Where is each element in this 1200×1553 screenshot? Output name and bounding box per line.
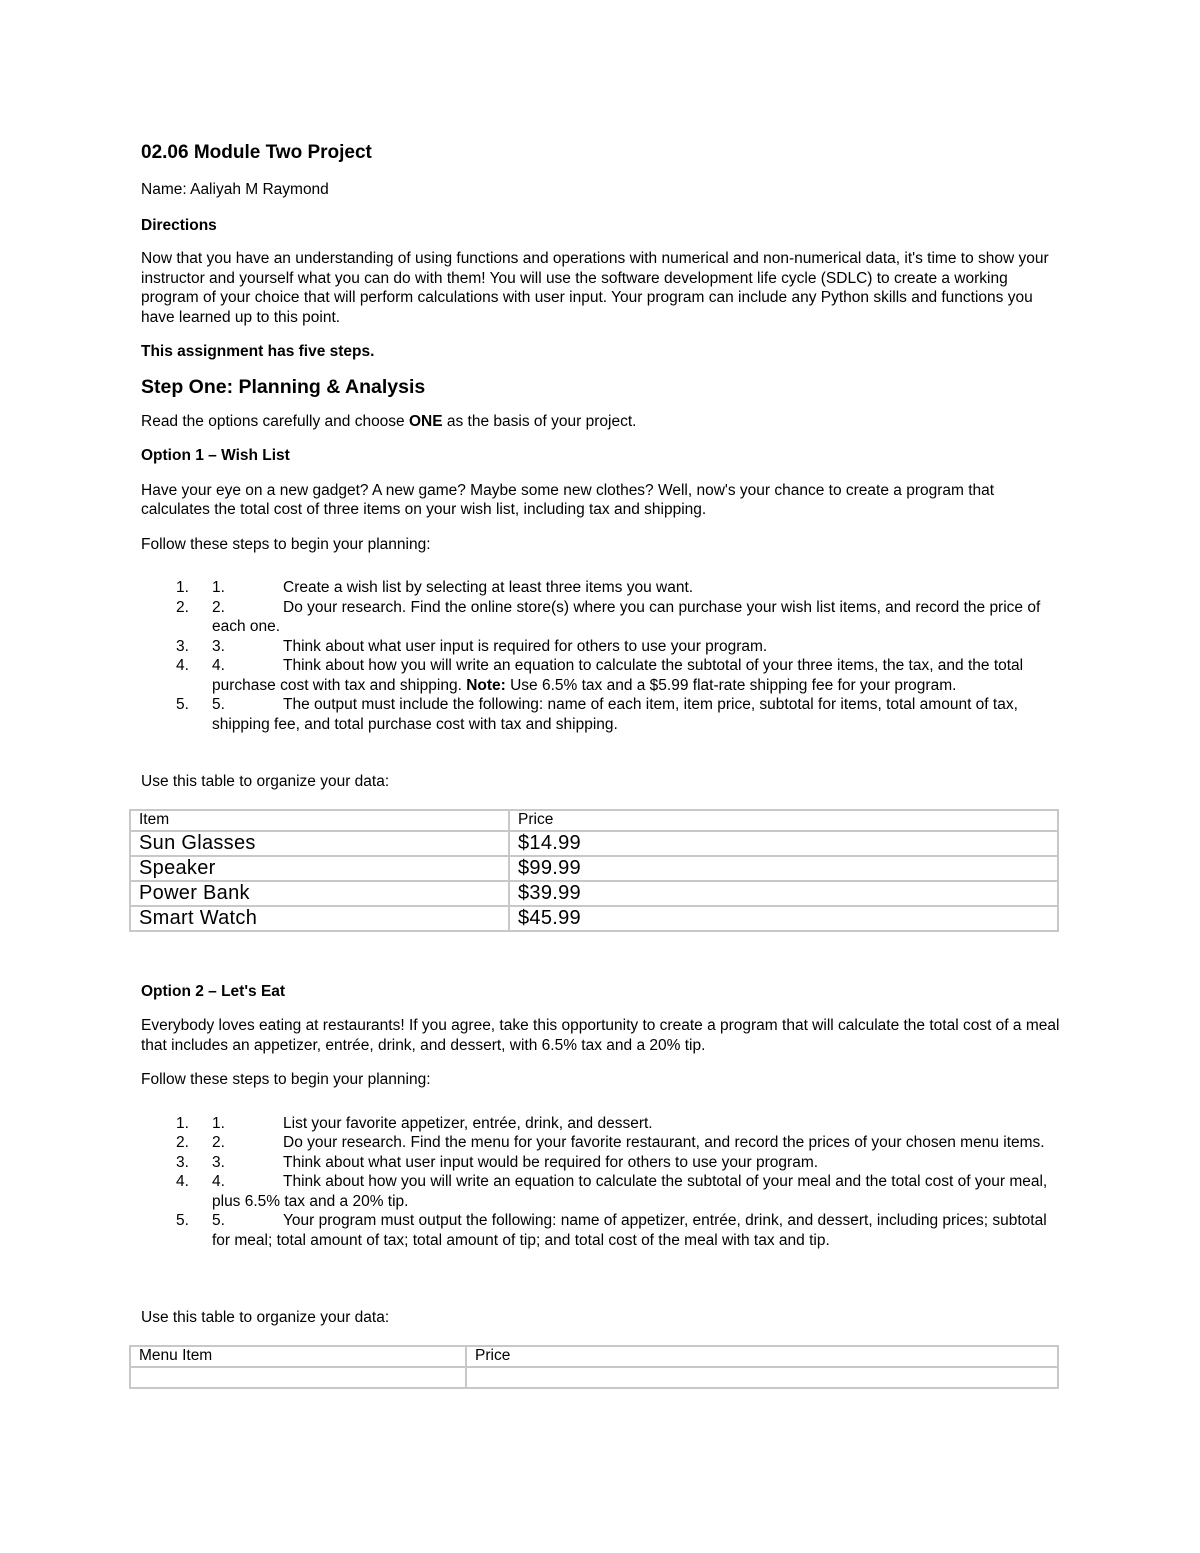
list-number: 1. [176,579,189,596]
list-item [141,1153,1061,1173]
table-header-row [130,1346,1058,1367]
list-number: 1. [176,1114,189,1132]
table-cell-price[interactable]: $45.99 [509,906,1058,931]
choose-instruction [141,412,1061,432]
student-name-line: Name: Aaliyah M Raymond [141,181,329,198]
list-sub-number: 2. [212,598,225,616]
list-item [141,695,1061,734]
table-cell-price[interactable] [466,1367,1058,1388]
table-row [130,856,1058,881]
directions-body: Now that you have an understanding of using functions and operations with numerical and non-numerical data, it's time to show your instructor and yourself what you can do with them! You will use the software development life cycle (SDLC) to create a working program of your choice that will perform calculations with user input. Your program can include any Python skills and functions you have learned up to this point. [141,250,1049,326]
list-item [141,1114,1061,1134]
list-number: 3. [176,1153,189,1171]
list-item-text: Think about what user input would be required for others to use your program. [283,1153,819,1171]
list-item-text: The output must include the following: name of each item, item price, subtotal for items, total amount of tax, shipping fee, and total purchase cost with tax and shipping. [212,696,1018,733]
list-sub-number: 5. [212,696,225,713]
list-number: 4. [176,1173,189,1190]
choose-bold: ONE [408,412,443,430]
list-sub-number: 1. [212,579,225,596]
document-title: 02.06 Module Two Project [141,142,372,163]
table-row [130,881,1058,906]
option2-body: Everybody loves eating at restaurants! If you agree, take this opportunity to create a program that will calculate the total cost of a meal that includes an appetizer, entrée, drink, and dessert, with 6.5% tax and a 20% tip. [141,1017,1060,1054]
table-header-cell: Price [509,810,1058,831]
table-row [130,1367,1058,1388]
option1-follow-steps: Follow these steps to begin your planning: [141,535,431,553]
list-sub-number: 2. [212,1134,225,1151]
table-cell-price[interactable]: $39.99 [509,881,1058,906]
table-header-cell: Item [130,810,509,831]
step-one-heading: Step One: Planning & Analysis [141,375,426,398]
option1-table-intro: Use this table to organize your data: [141,773,390,790]
list-item [141,656,1061,695]
option2-steps-list [141,1114,1061,1251]
table-cell-item[interactable]: Smart Watch [130,906,509,931]
table-row [130,906,1058,931]
list-number: 5. [176,696,189,713]
assignment-steps-note: This assignment has five steps. [141,343,375,360]
menu-table [129,1345,1059,1389]
list-sub-number: 4. [212,657,225,674]
document-page [141,140,1061,1389]
list-item-text: Create a wish list by selecting at least three items you want. [283,579,694,596]
table-header-row [130,810,1058,831]
list-number: 2. [176,598,189,616]
table-cell-item[interactable]: Power Bank [130,881,509,906]
list-item-text: Think about how you will write an equation to calculate the subtotal of your three items, the tax, and the total purchase cost with tax and shipping. [212,657,1024,694]
directions-heading: Directions [141,216,217,234]
list-number: 2. [176,1134,189,1151]
list-item-text: Think about what user input is required for others to use your program. [283,637,768,655]
table-cell-price[interactable]: $14.99 [509,831,1058,856]
list-item [141,1172,1061,1211]
choose-prefix: Read the options carefully and choose [141,412,409,430]
option1-body: Have your eye on a new gadget? A new game? Maybe some new clothes? Well, now's your chance to create a program that calculates the total cost of three items on your wish list, including tax and shipping. [141,481,995,518]
list-number: 4. [176,657,189,674]
table-header-cell: Menu Item [130,1346,466,1367]
list-item-text: Do your research. Find the menu for your favorite restaurant, and record the prices of your chosen menu items. [283,1134,1045,1151]
table-cell-item[interactable]: Speaker [130,856,509,881]
table-cell-menu-item[interactable] [130,1367,466,1388]
list-sub-number: 5. [212,1212,225,1229]
list-item [141,637,1061,657]
table-header-cell: Price [466,1346,1058,1367]
list-item [141,1211,1061,1250]
list-sub-number: 3. [212,637,225,655]
option1-heading: Option 1 – Wish List [141,447,290,464]
list-sub-number: 3. [212,1153,225,1171]
table-cell-item[interactable]: Sun Glasses [130,831,509,856]
note-text: Use 6.5% tax and a $5.99 flat-rate shipping fee for your program. [505,676,957,694]
list-item-text: Think about how you will write an equation to calculate the subtotal of your meal and the total cost of your meal, plus 6.5% tax and a 20% tip. [212,1173,1048,1210]
note-label: Note: [466,676,506,694]
choose-suffix: as the basis of your project. [442,412,637,430]
list-item-text: Your program must output the following: name of appetizer, entrée, drink, and dessert, including prices; subtotal for meal; total amount of tax; total amount of tip; and total cost of the meal with tax and tip. [212,1212,1047,1249]
option2-table-intro: Use this table to organize your data: [141,1309,390,1326]
table-cell-price[interactable]: $99.99 [509,856,1058,881]
wish-list-table [129,809,1059,932]
list-item [141,1133,1061,1153]
list-number: 5. [176,1212,189,1229]
list-sub-number: 4. [212,1173,225,1190]
list-item [141,578,1061,598]
table-row [130,831,1058,856]
option2-heading: Option 2 – Let's Eat [141,982,286,1000]
list-number: 3. [176,637,189,655]
list-item-text: List your favorite appetizer, entrée, drink, and dessert. [283,1114,653,1132]
list-item [141,598,1061,637]
option2-follow-steps: Follow these steps to begin your planning: [141,1071,431,1088]
list-sub-number: 1. [212,1114,225,1132]
list-item-text: Do your research. Find the online store(s) where you can purchase your wish list items, and record the price of each one. [212,598,1041,635]
option1-steps-list [141,578,1061,734]
